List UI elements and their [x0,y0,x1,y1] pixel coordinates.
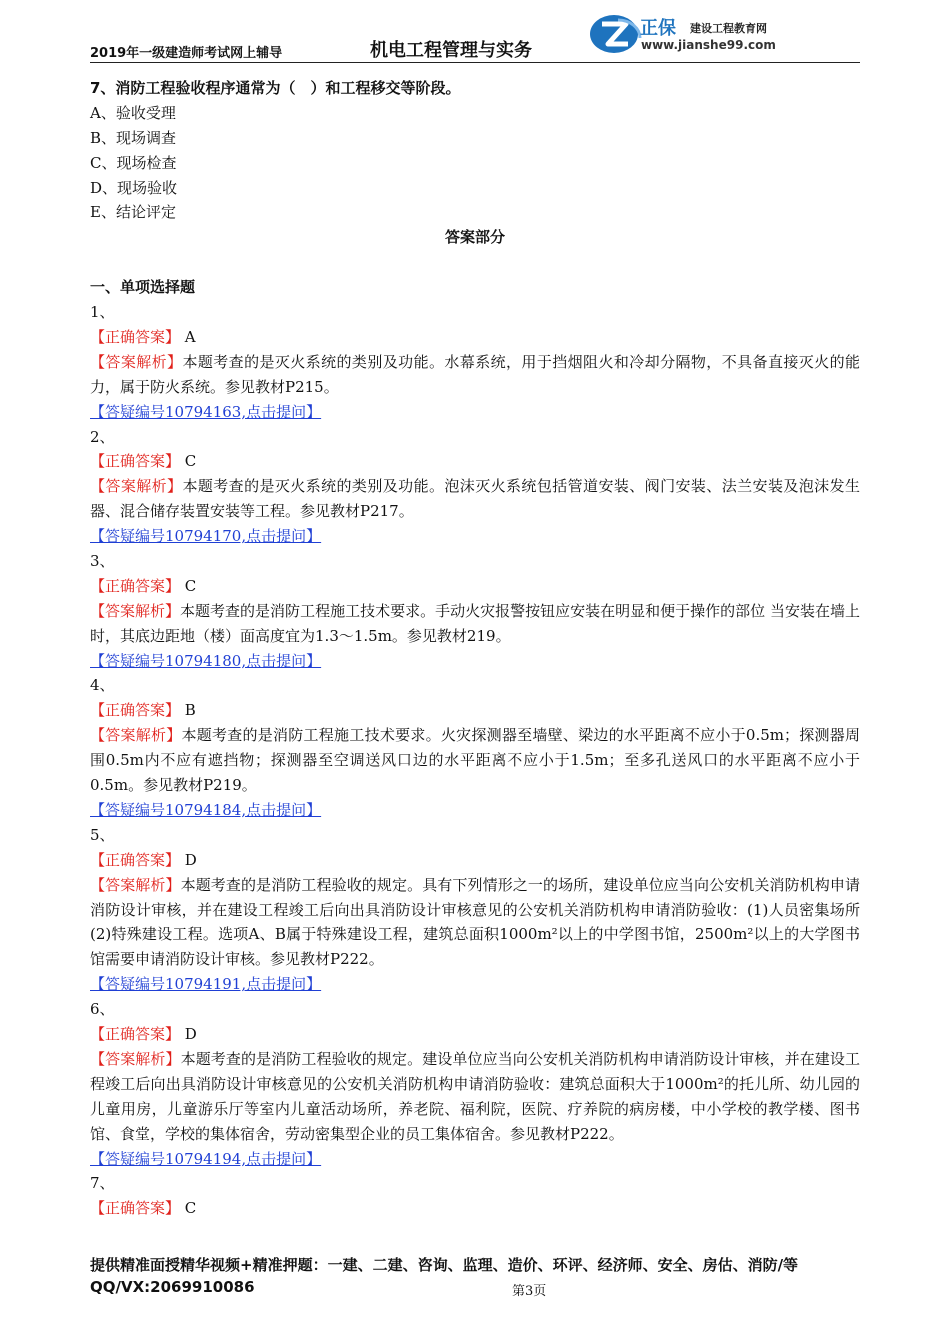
analysis-text: 本题考查的是消防工程验收的规定。建设单位应当向公安机关消防机构申请消防设计审核，并在建设工程竣工后向出具消防设计审核意见的公安机关消防机构申请消防验收：建筑总面积大于1000m²的托儿所、幼儿园的儿童用房，儿童游乐厅等室内儿童活动场所，养老院、福利院，医院、疗养院的病房楼，中小学校的教学楼、图书馆、食堂，学校的集体宿舍，劳动密集型企业的员工集体宿舍。参见教材P222。 [90,1049,860,1143]
option-d: D、现场验收 [90,178,178,197]
option-e: E、结论评定 [90,203,176,222]
footer-contact: QQ/VX:2069910086 [90,1278,255,1296]
analysis-text: 本题考查的是灭火系统的类别及功能。水幕系统，用于挡烟阻火和冷却分隔物，不具备直接灭火的能力，属于防火系统。参见教材P215。 [90,352,860,396]
correct-answer-value: A [180,327,196,346]
correct-answer-value: B [180,701,196,720]
answer-number: 2、 [90,427,115,446]
analysis-label: 【答案解析】 [90,1049,181,1068]
answer-number: 3、 [90,551,115,570]
analysis-label: 【答案解析】 [90,477,183,496]
header-course-title: 2019年一级建造师考试网上辅导 [90,46,283,61]
brand-subtitle: 建设工程教育网 [690,22,767,35]
correct-answer-label: 【正确答案】 [90,701,181,720]
ask-question-link[interactable]: 【答疑编号10794163,点击提问】 [90,402,322,421]
section-title: 一、单项选择题 [90,278,196,297]
correct-answer-label: 【正确答案】 [90,576,181,595]
option-b: B、现场调查 [90,128,177,147]
answer-number: 5、 [90,825,115,844]
footer-promo-text: 提供精准面授精华视频+精准押题：一建、二建、咨询、监理、造价、环评、经济师、安全、房估、消防/等 [90,1256,799,1274]
correct-answer-label: 【正确答案】 [90,1199,181,1218]
document-body [90,76,860,1221]
ask-question-link[interactable]: 【答疑编号10794180,点击提问】 [90,651,322,670]
analysis-label: 【答案解析】 [90,352,183,371]
page-number: 第3页 [512,1284,547,1299]
answer-number: 1、 [90,303,115,322]
correct-answer-value: C [180,576,197,595]
question-7-stem: 7、消防工程验收程序通常为（ ）和工程移交等阶段。 [90,79,461,97]
brand-name: 正保 [640,18,676,39]
ask-question-link[interactable]: 【答疑编号10794170,点击提问】 [90,527,322,546]
analysis-text: 本题考查的是消防工程施工技术要求。手动火灾报警按钮应安装在明显和便于操作的部位 当安装在墙上时，其底边距地（楼）面高度宜为1.3～1.5m。参见教材219。 [90,601,860,645]
correct-answer-label: 【正确答案】 [90,1025,181,1044]
analysis-text: 本题考查的是消防工程施工技术要求。火灾探测器至墙壁、梁边的水平距离不应小于0.5m；探测器周围0.5m内不应有遮挡物；探测器至空调送风口边的水平距离不应小于1.5m；至多孔送风口的水平距离不应小于0.5m。参见教材P219。 [90,726,860,795]
analysis-label: 【答案解析】 [90,875,181,894]
ask-question-link[interactable]: 【答疑编号10794191,点击提问】 [90,975,322,994]
brand-logo-icon [588,12,644,56]
answers-title: 答案部分 [444,228,505,247]
analysis-text: 本题考查的是消防工程验收的规定。具有下列情形之一的场所，建设单位应当向公安机关消防机构申请消防设计审核，并在建设工程竣工后向出具消防设计审核意见的公安机关消防机构申请消防验收：(1)人员密集场所(2)特殊建设工程。选项A、B属于特殊建设工程，建筑总面积1000m²以上的中学图书馆，2500m²以上的大学图书馆需要申请消防设计审核。参见教材P222。 [90,875,860,969]
answer-number: 7、 [90,1174,115,1193]
ask-question-link[interactable]: 【答疑编号10794184,点击提问】 [90,800,322,819]
answer-number: 4、 [90,676,115,695]
correct-answer-label: 【正确答案】 [90,452,181,471]
correct-answer-value: C [180,452,197,471]
analysis-label: 【答案解析】 [90,726,182,745]
correct-answer-value: D [180,1025,197,1044]
option-a: A、验收受理 [90,103,176,122]
ask-question-link[interactable]: 【答疑编号10794194,点击提问】 [90,1149,322,1168]
brand-url: www.jianshe99.com [641,38,776,52]
header-divider [90,62,860,63]
correct-answer-label: 【正确答案】 [90,850,181,869]
option-c: C、现场检查 [90,153,177,172]
analysis-text: 本题考查的是灭火系统的类别及功能。泡沫灭火系统包括管道安装、阀门安装、法兰安装及泡沫发生器、混合储存装置安装等工程。参见教材P217。 [90,477,860,521]
answer-number: 6、 [90,1000,115,1019]
analysis-label: 【答案解析】 [90,601,181,620]
correct-answer-value: C [180,1199,197,1218]
correct-answer-value: D [180,850,197,869]
correct-answer-label: 【正确答案】 [90,327,181,346]
header-subject-title: 机电工程管理与实务 [370,40,532,61]
